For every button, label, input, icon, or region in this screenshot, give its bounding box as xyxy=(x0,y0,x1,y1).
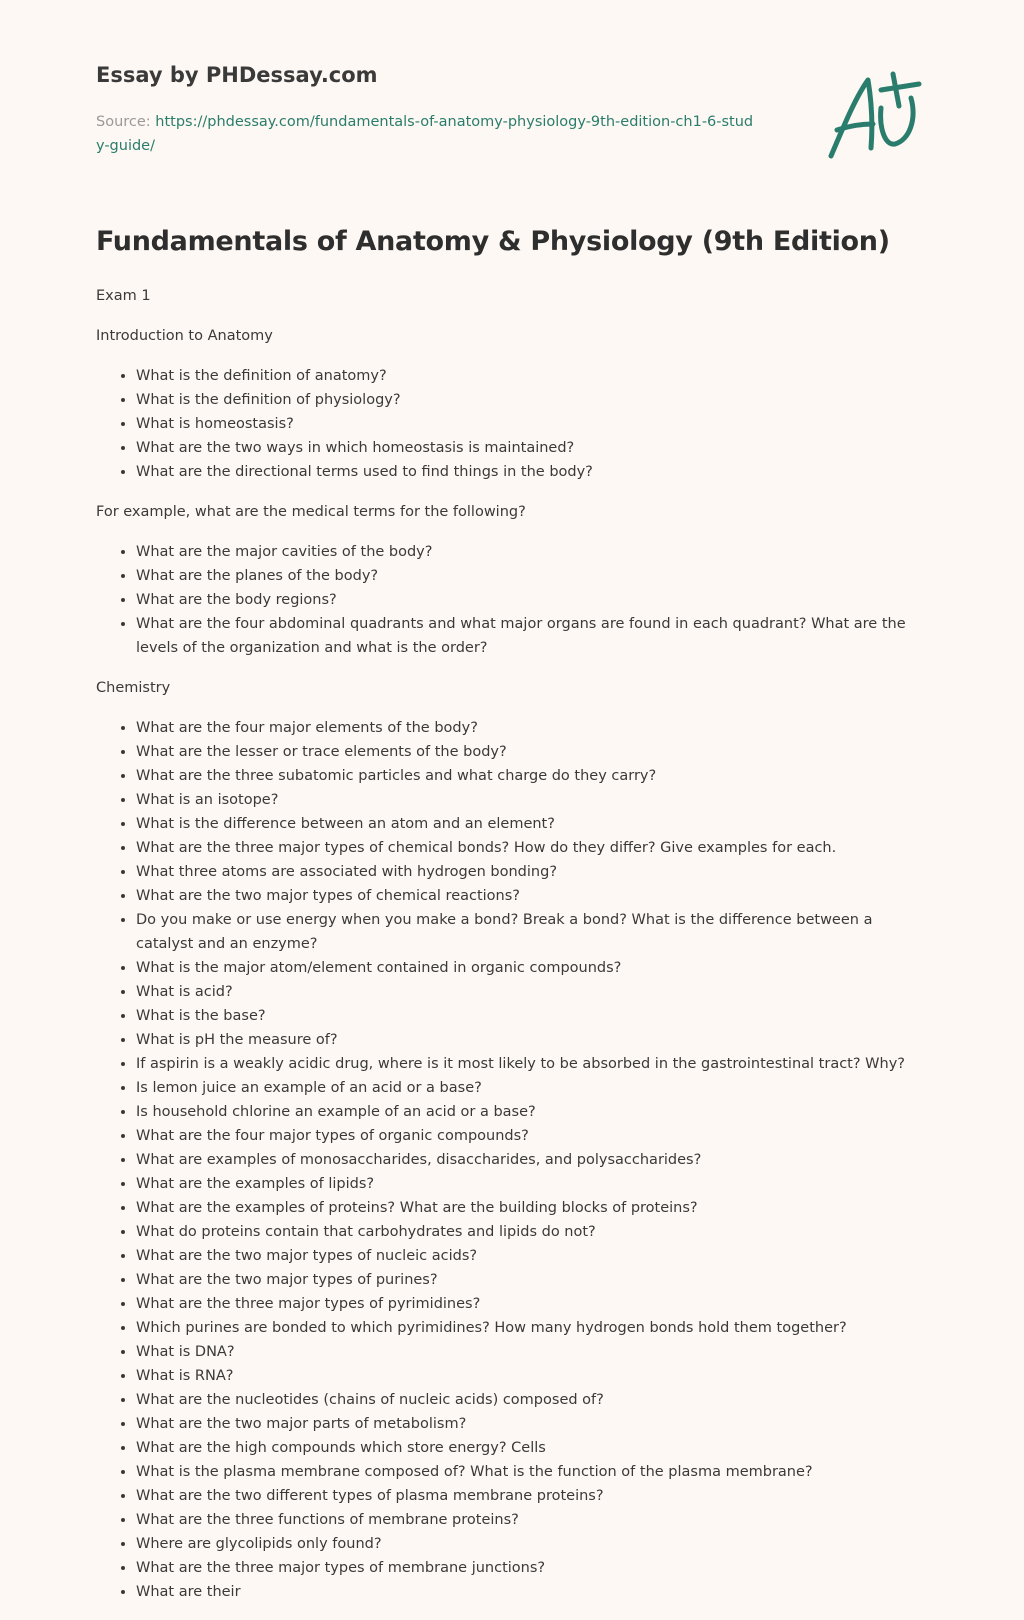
list-item: • What are their xyxy=(136,1580,926,1604)
intro-list xyxy=(96,364,926,484)
list-item: • What are the two major parts of metabolism? xyxy=(136,1412,926,1436)
document-page xyxy=(96,0,926,1600)
list-item: • What is the plasma membrane composed of? What is the function of the plasma membrane? xyxy=(136,1460,926,1484)
list-item: • What is the difference between an atom and an element? xyxy=(136,812,926,836)
list-item: • What are the three functions of membrane proteins? xyxy=(136,1508,926,1532)
list-item: • What are the two major types of chemical reactions? xyxy=(136,884,926,908)
list-item: • What are the three major types of chemical bonds? How do they differ? Give examples for each. xyxy=(136,836,926,860)
list-item: • What is the definition of anatomy? xyxy=(136,364,926,388)
list-item: • What is the definition of physiology? xyxy=(136,388,926,412)
list-item: • What are the directional terms used to find things in the body? xyxy=(136,460,926,484)
essay-body xyxy=(96,284,926,1620)
list-item: • What are the two different types of plasma membrane proteins? xyxy=(136,1484,926,1508)
list-item: • What are the two major types of nucleic acids? xyxy=(136,1244,926,1268)
list-item: • What are the examples of lipids? xyxy=(136,1172,926,1196)
list-item: • What are the four major elements of the body? xyxy=(136,716,926,740)
list-item: • What are the planes of the body? xyxy=(136,564,926,588)
header xyxy=(96,0,926,200)
list-item: • What do proteins contain that carbohydrates and lipids do not? xyxy=(136,1220,926,1244)
example-list xyxy=(96,540,926,660)
list-item: • What are the major cavities of the body? xyxy=(136,540,926,564)
chemistry-heading: Chemistry xyxy=(96,680,171,696)
list-item: • What are the three major types of pyrimidines? xyxy=(136,1292,926,1316)
exam-label: Exam 1 xyxy=(96,288,151,304)
brand-title: Essay by PHDessay.com xyxy=(96,63,378,87)
list-item: • What three atoms are associated with hydrogen bonding? xyxy=(136,860,926,884)
list-item: • What are the body regions? xyxy=(136,588,926,612)
source-line xyxy=(96,110,756,158)
list-item: • What are the two ways in which homeostasis is maintained? xyxy=(136,436,926,460)
list-item: • What is homeostasis? xyxy=(136,412,926,436)
list-item: • Is lemon juice an example of an acid or a base? xyxy=(136,1076,926,1100)
list-item: • What are examples of monosaccharides, disaccharides, and polysaccharides? xyxy=(136,1148,926,1172)
list-item: • Which purines are bonded to which pyrimidines? How many hydrogen bonds hold them together? xyxy=(136,1316,926,1340)
page-title: Fundamentals of Anatomy & Physiology (9th Edition) xyxy=(96,226,890,257)
list-item: • If aspirin is a weakly acidic drug, where is it most likely to be absorbed in the gastrointestinal tract? Why? xyxy=(136,1052,926,1076)
list-item: • What is an isotope? xyxy=(136,788,926,812)
list-item: • What is DNA? xyxy=(136,1340,926,1364)
list-item: • What is pH the measure of? xyxy=(136,1028,926,1052)
a-plus-logo-icon xyxy=(823,68,933,168)
chemistry-list xyxy=(96,716,926,1604)
list-item: • What is acid? xyxy=(136,980,926,1004)
list-item: • What are the three subatomic particles and what charge do they carry? xyxy=(136,764,926,788)
list-item: • What are the four major types of organic compounds? xyxy=(136,1124,926,1148)
source-link[interactable]: https://phdessay.com/fundamentals-of-anatomy-physiology-9th-edition-ch1-6-study-guide/ xyxy=(96,114,754,154)
list-item: • What are the nucleotides (chains of nucleic acids) composed of? xyxy=(136,1388,926,1412)
example-heading: For example, what are the medical terms for the following? xyxy=(96,504,526,520)
list-item: • What is the base? xyxy=(136,1004,926,1028)
list-item: • What are the high compounds which store energy? Cells xyxy=(136,1436,926,1460)
list-item: • What are the three major types of membrane junctions? xyxy=(136,1556,926,1580)
list-item: • What are the four abdominal quadrants and what major organs are found in each quadrant? What are the levels of the organization and what is the order? xyxy=(136,612,926,660)
list-item: • Do you make or use energy when you make a bond? Break a bond? What is the difference between a catalyst and an enzyme? xyxy=(136,908,926,956)
source-label: Source: xyxy=(96,114,156,130)
list-item: • What are the two major types of purines? xyxy=(136,1268,926,1292)
list-item: • What are the examples of proteins? What are the building blocks of proteins? xyxy=(136,1196,926,1220)
intro-heading: Introduction to Anatomy xyxy=(96,328,273,344)
list-item: • Is household chlorine an example of an acid or a base? xyxy=(136,1100,926,1124)
list-item: • What are the lesser or trace elements of the body? xyxy=(136,740,926,764)
list-item: • Where are glycolipids only found? xyxy=(136,1532,926,1556)
list-item: • What is the major atom/element contained in organic compounds? xyxy=(136,956,926,980)
list-item: • What is RNA? xyxy=(136,1364,926,1388)
